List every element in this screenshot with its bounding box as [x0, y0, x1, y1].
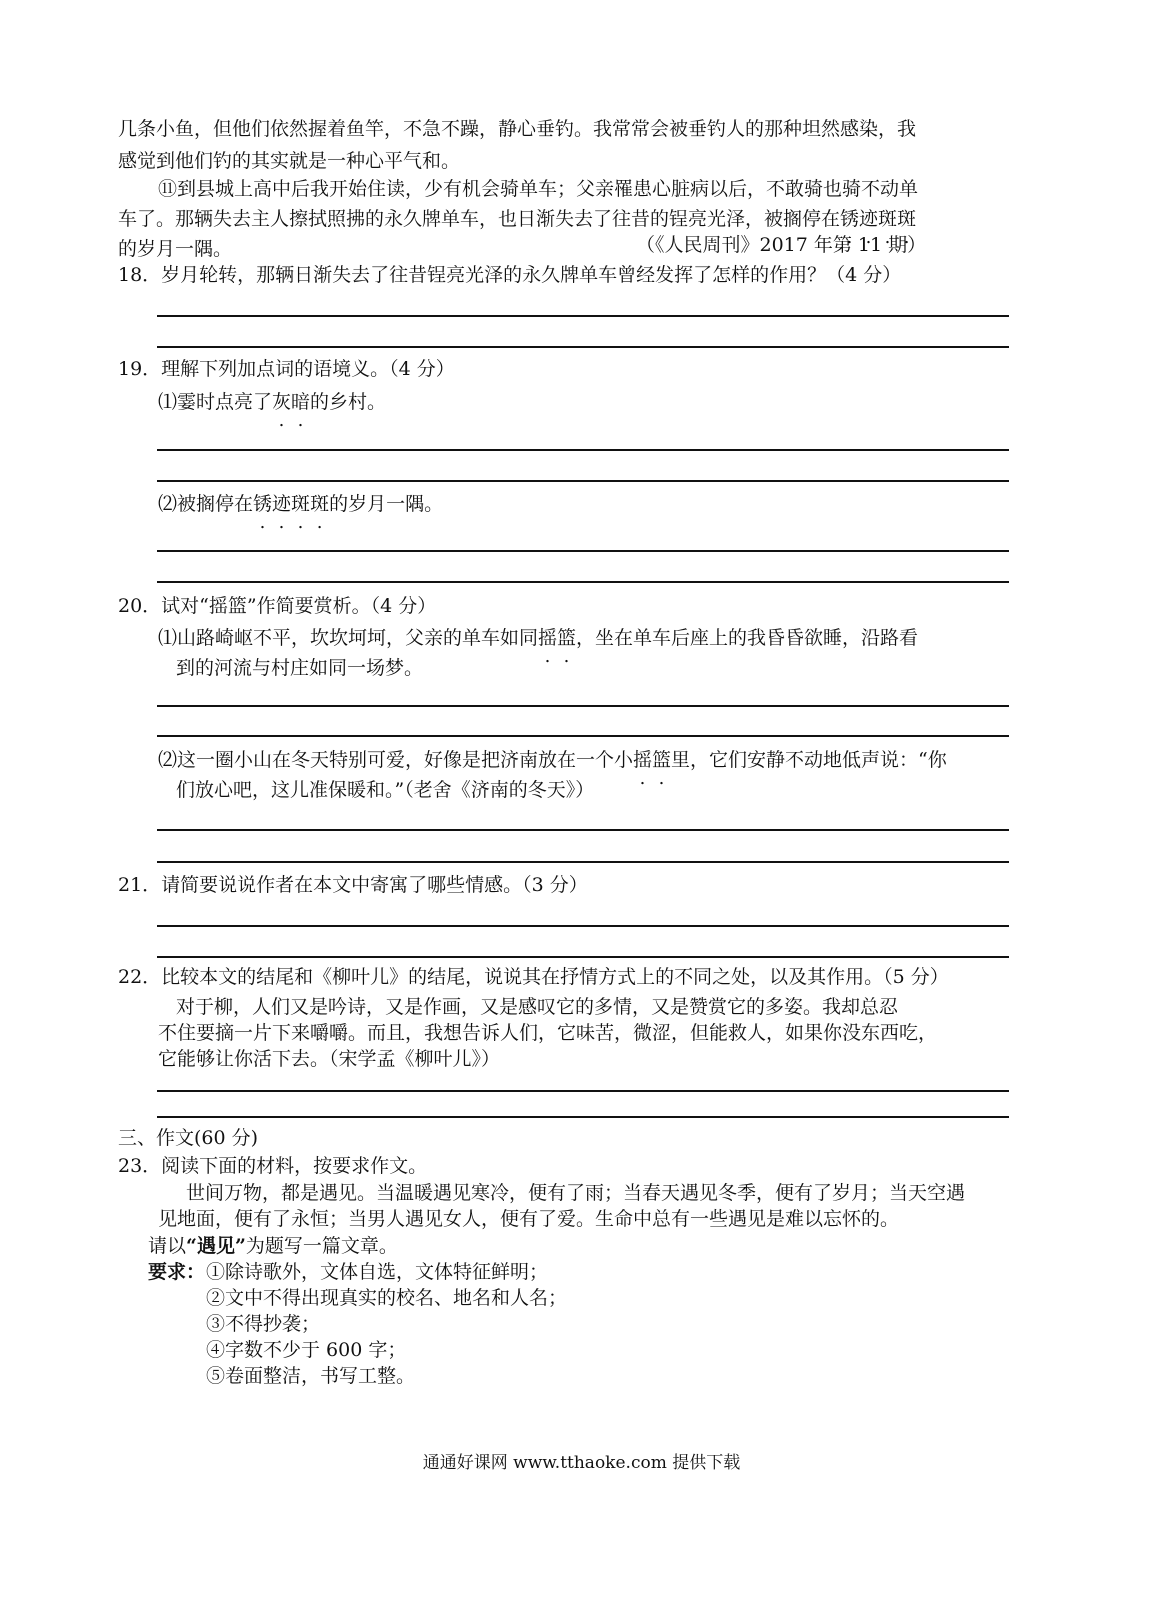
question-22-excerpt: 它能够让你活下去。（宋学孟《柳叶儿》）: [158, 1048, 501, 1070]
dotted-char: 迹: [272, 493, 292, 515]
passage-source: （《人民周刊》2017 年第 11 期）: [636, 234, 927, 256]
question-19-sub-1: [158, 389, 386, 415]
requirement-item: ④字数不少于 600 字；: [206, 1339, 407, 1361]
question-20: 20．试对“摇篮”作简要赏析。（4 分）: [118, 595, 437, 617]
answer-line[interactable]: [157, 449, 1009, 451]
dotted-char: 摇: [633, 749, 653, 771]
answer-line[interactable]: [157, 861, 1009, 863]
dotted-char: 斑: [310, 493, 330, 515]
dotted-char: 锈: [253, 493, 273, 515]
dotted-char: 锈: [840, 208, 860, 230]
question-20-sub-1-cont: 到的河流与村庄如同一场梦。: [176, 657, 424, 679]
answer-line[interactable]: [157, 550, 1009, 552]
requirements-label: 要求：: [148, 1261, 206, 1283]
question-21: 21．请简要说说作者在本文中寄寓了哪些情感。（3 分）: [118, 874, 588, 896]
dotted-char: 摇: [538, 627, 558, 649]
section-heading: 三、作文(60 分): [118, 1127, 259, 1149]
dotted-char: 迹: [859, 208, 879, 230]
dotted-char: 灰: [272, 391, 292, 413]
sub-text: ，坐在单车后座上的我昏昏欲睡，沿路看: [576, 627, 919, 649]
passage-line: 几条小鱼，但他们依然握着鱼竿，不急不躁，静心垂钓。我常常会被垂钓人的那种坦然感染，我: [118, 118, 917, 140]
dotted-char: 斑: [291, 493, 311, 515]
answer-line[interactable]: [157, 1116, 1009, 1118]
prompt-text: 请以: [148, 1235, 187, 1257]
dotted-char: 暗: [291, 391, 311, 413]
answer-line[interactable]: [157, 315, 1009, 317]
essay-title: “遇见”: [186, 1235, 246, 1257]
requirement-item: ②文中不得出现真实的校名、地名和人名；: [206, 1287, 568, 1309]
prompt-text: 为题写一篇文章。: [245, 1235, 398, 1257]
question-19-sub-2: [158, 491, 443, 517]
sub-text: 的乡村。: [310, 391, 387, 413]
answer-line[interactable]: [157, 829, 1009, 831]
essay-prompt: [148, 1233, 398, 1259]
essay-material: 世间万物，都是遇见。当温暖遇见寒冷，便有了雨；当春天遇见冬季，便有了岁月；当天空遇: [186, 1182, 966, 1204]
passage-paragraph-11: ⑪到县城上高中后我开始住读，少有机会骑单车；父亲罹患心脏病以后，不敢骑也骑不动单: [158, 178, 919, 200]
sub-text: 里，它们安静不动地低声说：“你: [671, 749, 947, 771]
dotted-char: 篮: [557, 627, 577, 649]
passage-line: [118, 206, 916, 232]
dotted-char: 斑: [878, 208, 898, 230]
question-20-sub-2: [158, 747, 947, 773]
answer-line[interactable]: [157, 346, 1009, 348]
question-22-excerpt: 对于柳，人们又是吟诗，又是作画，又是感叹它的多情，又是赞赏它的多姿。我却总忍: [176, 996, 899, 1018]
passage-line: 感觉到他们钓的其实就是一种心平气和。: [118, 150, 461, 172]
dotted-char: 斑: [897, 208, 917, 230]
question-20-sub-1: [158, 625, 918, 651]
question-23: 23．阅读下面的材料，按要求作文。: [118, 1155, 428, 1177]
page-footer: 通通好课网 www.tthaoke.com 提供下载: [422, 1453, 741, 1473]
sub-text: ⑴山路崎岖不平，坎坎坷坷，父亲的单车如同: [158, 627, 539, 649]
sub-text: 的岁月一隅。: [329, 493, 444, 515]
requirement-item: ①除诗歌外，文体自选，文体特征鲜明；: [206, 1261, 549, 1283]
answer-line[interactable]: [157, 705, 1009, 707]
answer-line[interactable]: [157, 1090, 1009, 1092]
answer-line[interactable]: [157, 581, 1009, 583]
sub-text: ⑵这一圈小山在冬天特别可爱，好像是把济南放在一个小: [158, 749, 634, 771]
answer-line[interactable]: [157, 956, 1009, 958]
answer-line[interactable]: [157, 735, 1009, 737]
question-18: 18．岁月轮转，那辆日渐失去了往昔锃亮光泽的永久牌单车曾经发挥了怎样的作用？（4 分）: [118, 264, 902, 286]
answer-line[interactable]: [157, 480, 1009, 482]
question-19: 19．理解下列加点词的语境义。（4 分）: [118, 358, 455, 380]
answer-line[interactable]: [157, 925, 1009, 927]
requirement-item: ③不得抄袭；: [206, 1313, 321, 1335]
question-22-excerpt: 不住要摘一片下来嚼嚼。而且，我想告诉人们，它味苦，微涩，但能救人，如果你没东西吃，: [158, 1022, 938, 1044]
question-22: 22．比较本文的结尾和《柳叶儿》的结尾，说说其在抒情方式上的不同之处，以及其作用。（5 分）: [118, 966, 949, 988]
sub-text: ⑵被搁停在: [158, 493, 254, 515]
dotted-char: 篮: [652, 749, 672, 771]
passage-text: 车了。那辆失去主人擦拭照拂的永久牌单车，也日渐失去了往昔的锃亮光泽，被搁停在: [118, 208, 841, 230]
requirement-item: ⑤卷面整洁，书写工整。: [206, 1365, 416, 1387]
passage-line: 的岁月一隅。: [118, 238, 233, 260]
essay-material: 见地面，便有了永恒；当男人遇见女人，便有了爱。生命中总有一些遇见是难以忘怀的。: [158, 1208, 900, 1230]
sub-text: ⑴霎时点亮了: [158, 391, 273, 413]
question-20-sub-2-cont: 们放心吧，这儿准保暖和。”（老舍《济南的冬天》）: [176, 779, 595, 801]
